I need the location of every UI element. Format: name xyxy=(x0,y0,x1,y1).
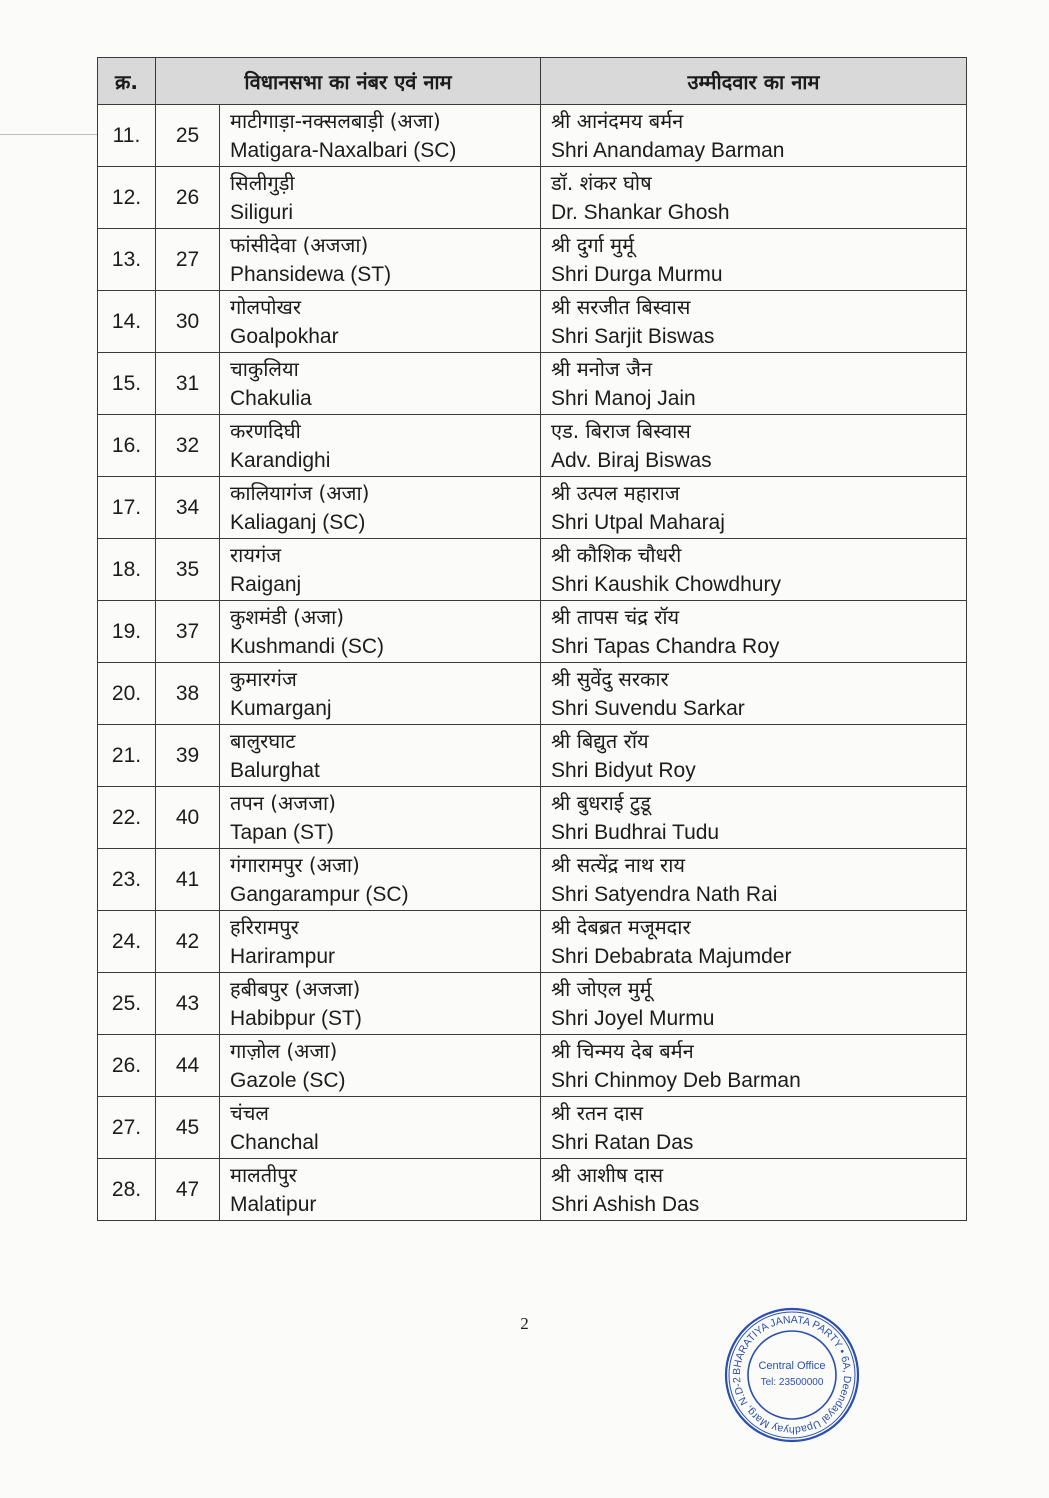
constituency-name-hindi: चाकुलिया xyxy=(230,356,299,381)
constituency-name-hindi: गोलपोखर xyxy=(230,294,302,319)
constituency-cell xyxy=(220,849,541,911)
candidate-table xyxy=(97,57,967,1221)
constituency-number: 30 xyxy=(156,291,220,353)
constituency-number: 25 xyxy=(156,105,220,167)
constituency-cell xyxy=(220,105,541,167)
candidate-name-english: Shri Sarjit Biswas xyxy=(551,324,715,348)
constituency-cell xyxy=(220,167,541,229)
table-row xyxy=(98,787,967,849)
constituency-name-english: Gazole (SC) xyxy=(230,1068,346,1092)
candidate-name-english: Shri Suvendu Sarkar xyxy=(551,696,745,720)
constituency-name-hindi: कुमारगंज xyxy=(230,666,297,691)
constituency-number: 37 xyxy=(156,601,220,663)
candidate-cell xyxy=(541,167,967,229)
constituency-number: 31 xyxy=(156,353,220,415)
header-candidate: उम्मीदवार का नाम xyxy=(541,58,967,105)
constituency-name-hindi: करणदिघी xyxy=(230,418,301,443)
constituency-cell xyxy=(220,229,541,291)
candidate-name-hindi: श्री दुर्गा मुर्मू xyxy=(551,232,635,257)
constituency-cell xyxy=(220,973,541,1035)
table-row xyxy=(98,539,967,601)
constituency-name-hindi: फांसीदेवा (अजजा) xyxy=(230,232,369,257)
candidate-name-english: Adv. Biraj Biswas xyxy=(551,448,712,472)
serial-number: 16. xyxy=(98,415,156,477)
constituency-number: 40 xyxy=(156,787,220,849)
constituency-name-english: Kaliaganj (SC) xyxy=(230,510,366,534)
constituency-number: 42 xyxy=(156,911,220,973)
constituency-cell xyxy=(220,353,541,415)
constituency-number: 41 xyxy=(156,849,220,911)
constituency-number: 34 xyxy=(156,477,220,539)
candidate-cell xyxy=(541,725,967,787)
constituency-cell xyxy=(220,787,541,849)
candidate-name-english: Shri Budhrai Tudu xyxy=(551,820,720,844)
seal-line-1: Central Office xyxy=(758,1360,826,1372)
seal-ring-text: BHARATIYA JANATA PARTY • 6A, Deendayal Upadhyay Marg, N.D-2 xyxy=(730,1313,854,1437)
candidate-name-hindi: श्री मनोज जैन xyxy=(551,356,653,381)
candidate-cell xyxy=(541,539,967,601)
candidate-cell xyxy=(541,911,967,973)
constituency-cell xyxy=(220,1159,541,1221)
table-row xyxy=(98,973,967,1035)
page-number: 2 xyxy=(520,1314,529,1333)
candidate-name-hindi: श्री आशीष दास xyxy=(551,1162,664,1187)
serial-number: 24. xyxy=(98,911,156,973)
constituency-number: 47 xyxy=(156,1159,220,1221)
constituency-number: 39 xyxy=(156,725,220,787)
constituency-name-english: Matigara-Naxalbari (SC) xyxy=(230,138,457,162)
constituency-cell xyxy=(220,725,541,787)
candidate-name-english: Shri Ashish Das xyxy=(551,1192,700,1216)
serial-number: 19. xyxy=(98,601,156,663)
candidate-cell xyxy=(541,1159,967,1221)
candidate-name-english: Shri Manoj Jain xyxy=(551,386,696,410)
table-row xyxy=(98,849,967,911)
constituency-name-english: Raiganj xyxy=(230,572,302,596)
candidate-name-hindi: श्री तापस चंद्र रॉय xyxy=(551,604,680,629)
constituency-name-hindi: चंचल xyxy=(230,1100,269,1125)
candidate-name-hindi: श्री सरजीत बिस्वास xyxy=(551,294,691,319)
candidate-name-hindi: श्री सत्येंद्र नाथ राय xyxy=(551,852,685,877)
candidate-name-hindi: श्री देबब्रत मजूमदार xyxy=(551,914,691,939)
candidate-cell xyxy=(541,415,967,477)
constituency-name-english: Kushmandi (SC) xyxy=(230,634,385,658)
candidate-cell xyxy=(541,353,967,415)
candidate-name-english: Shri Joyel Murmu xyxy=(551,1006,715,1030)
constituency-name-hindi: हरिरामपुर xyxy=(230,914,299,939)
candidate-cell xyxy=(541,1097,967,1159)
constituency-name-hindi: कालियागंज (अजा) xyxy=(230,480,370,505)
scan-artifact-line xyxy=(0,134,97,135)
serial-number: 28. xyxy=(98,1159,156,1221)
candidate-name-english: Shri Debabrata Majumder xyxy=(551,944,792,968)
candidate-name-hindi: श्री बिद्युत रॉय xyxy=(551,728,649,753)
candidate-name-english: Shri Chinmoy Deb Barman xyxy=(551,1068,801,1092)
candidate-name-hindi: डॉ. शंकर घोष xyxy=(551,170,652,195)
constituency-name-hindi: मालतीपुर xyxy=(230,1162,297,1187)
constituency-number: 27 xyxy=(156,229,220,291)
serial-number: 23. xyxy=(98,849,156,911)
constituency-cell xyxy=(220,1035,541,1097)
table-row xyxy=(98,911,967,973)
constituency-cell xyxy=(220,539,541,601)
candidate-cell xyxy=(541,1035,967,1097)
constituency-name-english: Gangarampur (SC) xyxy=(230,882,409,906)
candidate-name-hindi: श्री आनंदमय बर्मन xyxy=(551,108,684,133)
constituency-cell xyxy=(220,911,541,973)
constituency-name-english: Karandighi xyxy=(230,448,331,472)
constituency-name-hindi: तपन (अजजा) xyxy=(230,790,336,815)
constituency-cell xyxy=(220,1097,541,1159)
serial-number: 20. xyxy=(98,663,156,725)
candidate-name-hindi: श्री उत्पल महाराज xyxy=(551,480,680,505)
serial-number: 26. xyxy=(98,1035,156,1097)
table-row xyxy=(98,229,967,291)
serial-number: 12. xyxy=(98,167,156,229)
serial-number: 18. xyxy=(98,539,156,601)
candidate-cell xyxy=(541,787,967,849)
candidate-name-english: Shri Bidyut Roy xyxy=(551,758,696,782)
constituency-number: 38 xyxy=(156,663,220,725)
constituency-cell xyxy=(220,291,541,353)
seal-line-2: Tel: 23500000 xyxy=(760,1377,824,1388)
header-constituency: विधानसभा का नंबर एवं नाम xyxy=(156,58,541,105)
candidate-name-hindi: श्री रतन दास xyxy=(551,1100,644,1125)
constituency-name-english: Balurghat xyxy=(230,758,320,782)
constituency-number: 44 xyxy=(156,1035,220,1097)
table-row xyxy=(98,1159,967,1221)
constituency-cell xyxy=(220,663,541,725)
constituency-name-english: Habibpur (ST) xyxy=(230,1006,362,1030)
serial-number: 25. xyxy=(98,973,156,1035)
constituency-name-english: Chanchal xyxy=(230,1130,319,1154)
candidate-name-english: Shri Tapas Chandra Roy xyxy=(551,634,780,658)
table-row xyxy=(98,353,967,415)
candidate-name-english: Shri Kaushik Chowdhury xyxy=(551,572,781,596)
constituency-name-hindi: माटीगाड़ा-नक्सलबाड़ी (अजा) xyxy=(230,108,441,133)
constituency-cell xyxy=(220,477,541,539)
table-row xyxy=(98,415,967,477)
constituency-name-english: Harirampur xyxy=(230,944,336,968)
constituency-name-hindi: गाज़ोल (अजा) xyxy=(230,1038,338,1063)
table-row xyxy=(98,1035,967,1097)
constituency-number: 32 xyxy=(156,415,220,477)
candidate-name-hindi: श्री बुधराई टुडू xyxy=(551,790,651,815)
seal-graphic xyxy=(726,1309,858,1441)
header-serial: क्र. xyxy=(98,58,156,105)
table-header-row xyxy=(98,58,967,105)
table-row xyxy=(98,725,967,787)
serial-number: 15. xyxy=(98,353,156,415)
constituency-name-english: Siliguri xyxy=(230,200,294,224)
candidate-cell xyxy=(541,477,967,539)
constituency-name-hindi: बालुरघाट xyxy=(230,728,296,753)
constituency-name-english: Goalpokhar xyxy=(230,324,339,348)
candidate-cell xyxy=(541,229,967,291)
table-row xyxy=(98,1097,967,1159)
candidate-cell xyxy=(541,663,967,725)
constituency-number: 45 xyxy=(156,1097,220,1159)
serial-number: 13. xyxy=(98,229,156,291)
serial-number: 11. xyxy=(98,105,156,167)
constituency-name-hindi: कुशमंडी (अजा) xyxy=(230,604,345,629)
candidate-cell xyxy=(541,849,967,911)
candidate-cell xyxy=(541,291,967,353)
table-row xyxy=(98,291,967,353)
table-row xyxy=(98,477,967,539)
table-row xyxy=(98,167,967,229)
constituency-name-english: Phansidewa (ST) xyxy=(230,262,392,286)
candidate-name-english: Shri Anandamay Barman xyxy=(551,138,785,162)
candidate-name-hindi: श्री चिन्मय देब बर्मन xyxy=(551,1038,694,1063)
constituency-name-hindi: हबीबपुर (अजजा) xyxy=(230,976,361,1001)
constituency-name-english: Malatipur xyxy=(230,1192,317,1216)
constituency-name-hindi: रायगंज xyxy=(230,542,282,567)
constituency-cell xyxy=(220,415,541,477)
candidate-name-hindi: श्री जोएल मुर्मू xyxy=(551,976,652,1001)
serial-number: 27. xyxy=(98,1097,156,1159)
table-row xyxy=(98,105,967,167)
candidate-name-english: Dr. Shankar Ghosh xyxy=(551,200,730,224)
candidate-name-english: Shri Utpal Maharaj xyxy=(551,510,725,534)
constituency-name-hindi: गंगारामपुर (अजा) xyxy=(230,852,360,877)
candidate-name-english: Shri Durga Murmu xyxy=(551,262,723,286)
table-row xyxy=(98,601,967,663)
candidate-name-hindi: श्री कौशिक चौधरी xyxy=(551,542,682,567)
constituency-name-english: Kumarganj xyxy=(230,696,332,720)
candidate-name-english: Shri Satyendra Nath Rai xyxy=(551,882,778,906)
constituency-number: 43 xyxy=(156,973,220,1035)
table-row xyxy=(98,663,967,725)
candidate-cell xyxy=(541,601,967,663)
candidate-cell xyxy=(541,973,967,1035)
serial-number: 17. xyxy=(98,477,156,539)
serial-number: 22. xyxy=(98,787,156,849)
candidate-name-hindi: श्री सुवेंदु सरकार xyxy=(551,666,669,691)
serial-number: 21. xyxy=(98,725,156,787)
candidate-name-hindi: एड. बिराज बिस्वास xyxy=(551,418,691,443)
constituency-name-english: Tapan (ST) xyxy=(230,820,334,844)
party-seal-stamp xyxy=(722,1305,862,1445)
constituency-number: 26 xyxy=(156,167,220,229)
constituency-name-hindi: सिलीगुड़ी xyxy=(230,170,295,195)
constituency-cell xyxy=(220,601,541,663)
candidate-cell xyxy=(541,105,967,167)
serial-number: 14. xyxy=(98,291,156,353)
candidate-name-english: Shri Ratan Das xyxy=(551,1130,694,1154)
constituency-name-english: Chakulia xyxy=(230,386,312,410)
constituency-number: 35 xyxy=(156,539,220,601)
